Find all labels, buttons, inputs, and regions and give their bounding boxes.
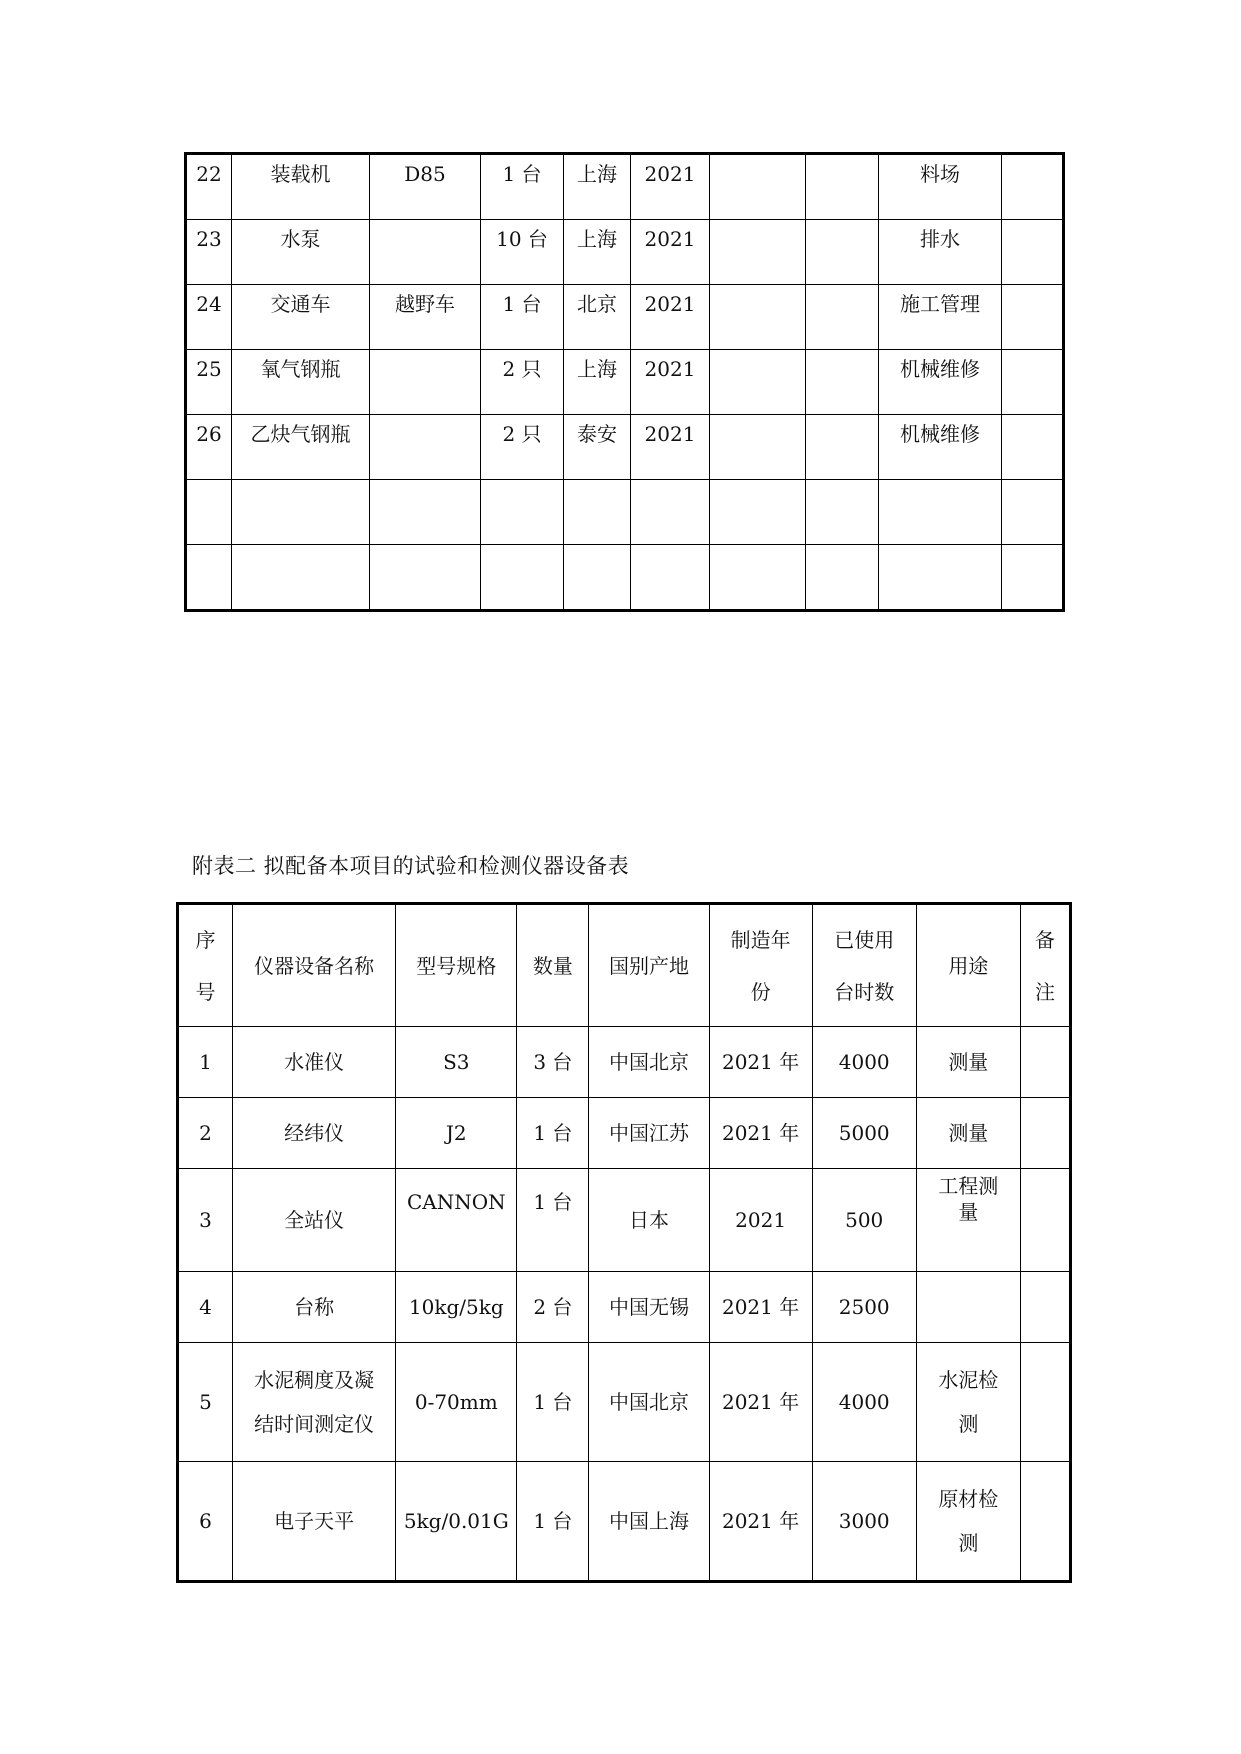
cell-seq: 3: [178, 1169, 233, 1272]
cell-note: [1020, 1272, 1070, 1343]
cell-seq: [186, 545, 232, 611]
cell-note: [1020, 1098, 1070, 1169]
cell-model: 10kg/5kg: [396, 1272, 517, 1343]
header-qty: 数量: [517, 904, 589, 1027]
cell-name: 经纬仪: [233, 1098, 396, 1169]
cell-blank-b: [806, 545, 879, 611]
header-note: 备 注: [1020, 904, 1070, 1027]
header-year: 制造年 份: [709, 904, 812, 1027]
cell-name: 电子天平: [233, 1462, 396, 1582]
cell-year: 2021: [631, 350, 710, 415]
cell-name: [232, 545, 370, 611]
instrument-table: [176, 902, 1072, 1583]
cell-hours: 4000: [812, 1343, 916, 1462]
cell-seq: 4: [178, 1272, 233, 1343]
cell-hours: 3000: [812, 1462, 916, 1582]
cell-year: 2021 年: [709, 1343, 812, 1462]
cell-name: 氧气钢瓶: [232, 350, 370, 415]
cell-year: [631, 545, 710, 611]
cell-seq: 26: [186, 415, 232, 480]
cell-model: [370, 480, 481, 545]
cell-use: 机械维修: [879, 350, 1002, 415]
cell-blank-b: [806, 415, 879, 480]
cell-qty: 2 台: [517, 1272, 589, 1343]
cell-model: 0-70mm: [396, 1343, 517, 1462]
cell-qty: 1 台: [517, 1462, 589, 1582]
cell-seq: 25: [186, 350, 232, 415]
cell-blank-b: [806, 285, 879, 350]
cell-qty: 1 台: [517, 1098, 589, 1169]
table-header-row: [178, 904, 1071, 1027]
table-caption: 附表二 拟配备本项目的试验和检测仪器设备表: [192, 854, 630, 878]
table-row: [178, 1027, 1071, 1098]
cell-origin: 日本: [589, 1169, 709, 1272]
table-row: [178, 1462, 1071, 1582]
cell-name: 水泥稠度及凝 结时间测定仪: [233, 1343, 396, 1462]
cell-blank-a: [710, 220, 806, 285]
cell-seq: [186, 480, 232, 545]
cell-name: 水泵: [232, 220, 370, 285]
cell-name: [232, 480, 370, 545]
cell-use: 工程测 量: [916, 1169, 1020, 1272]
cell-hours: 2500: [812, 1272, 916, 1343]
cell-use: 料场: [879, 154, 1002, 220]
cell-name: 乙炔气钢瓶: [232, 415, 370, 480]
header-seq: 序 号: [178, 904, 233, 1027]
cell-qty: 3 台: [517, 1027, 589, 1098]
header-origin: 国别产地: [589, 904, 709, 1027]
cell-note: [1002, 545, 1064, 611]
cell-hours: 5000: [812, 1098, 916, 1169]
cell-qty: 1 台: [517, 1169, 589, 1272]
cell-model: 5kg/0.01G: [396, 1462, 517, 1582]
cell-hours: 4000: [812, 1027, 916, 1098]
cell-seq: 24: [186, 285, 232, 350]
table-row: [178, 1272, 1071, 1343]
cell-year: 2021: [709, 1169, 812, 1272]
cell-origin: 上海: [564, 154, 631, 220]
cell-model: [370, 220, 481, 285]
cell-qty: 2 只: [481, 415, 564, 480]
table-row: [186, 545, 1064, 611]
cell-seq: 23: [186, 220, 232, 285]
cell-blank-a: [710, 545, 806, 611]
cell-use: 机械维修: [879, 415, 1002, 480]
cell-seq: 6: [178, 1462, 233, 1582]
cell-note: [1002, 480, 1064, 545]
cell-use: 原材检 测: [916, 1462, 1020, 1582]
cell-use: 测量: [916, 1098, 1020, 1169]
cell-qty: 10 台: [481, 220, 564, 285]
cell-blank-b: [806, 350, 879, 415]
cell-model: 越野车: [370, 285, 481, 350]
equipment-table-continued: [184, 152, 1065, 612]
cell-origin: 北京: [564, 285, 631, 350]
cell-model: [370, 350, 481, 415]
cell-qty: 1 台: [517, 1343, 589, 1462]
cell-use: 施工管理: [879, 285, 1002, 350]
cell-year: 2021: [631, 154, 710, 220]
table-row: [178, 1098, 1071, 1169]
cell-origin: 中国北京: [589, 1343, 709, 1462]
table-row: [186, 285, 1064, 350]
table-row: [186, 220, 1064, 285]
cell-blank-a: [710, 285, 806, 350]
cell-year: 2021: [631, 415, 710, 480]
cell-seq: 1: [178, 1027, 233, 1098]
cell-seq: 2: [178, 1098, 233, 1169]
table-row: [178, 1343, 1071, 1462]
cell-origin: [564, 480, 631, 545]
cell-origin: 上海: [564, 350, 631, 415]
header-name: 仪器设备名称: [233, 904, 396, 1027]
cell-year: 2021 年: [709, 1027, 812, 1098]
cell-note: [1002, 220, 1064, 285]
cell-model: [370, 415, 481, 480]
cell-use: 测量: [916, 1027, 1020, 1098]
cell-use: [879, 545, 1002, 611]
cell-name: 装载机: [232, 154, 370, 220]
cell-name: 全站仪: [233, 1169, 396, 1272]
cell-use: 排水: [879, 220, 1002, 285]
header-use: 用途: [916, 904, 1020, 1027]
cell-origin: [564, 545, 631, 611]
cell-model: D85: [370, 154, 481, 220]
cell-blank-a: [710, 350, 806, 415]
cell-origin: 中国无锡: [589, 1272, 709, 1343]
cell-origin: 上海: [564, 220, 631, 285]
cell-origin: 泰安: [564, 415, 631, 480]
cell-note: [1002, 350, 1064, 415]
cell-note: [1002, 285, 1064, 350]
cell-note: [1020, 1462, 1070, 1582]
cell-use: [879, 480, 1002, 545]
cell-qty: 2 只: [481, 350, 564, 415]
cell-model: J2: [396, 1098, 517, 1169]
cell-year: [631, 480, 710, 545]
cell-seq: 5: [178, 1343, 233, 1462]
cell-year: 2021 年: [709, 1462, 812, 1582]
table-row: [186, 415, 1064, 480]
cell-use: 水泥检 测: [916, 1343, 1020, 1462]
table-row: [186, 350, 1064, 415]
cell-qty: 1 台: [481, 285, 564, 350]
cell-note: [1002, 415, 1064, 480]
cell-year: 2021 年: [709, 1098, 812, 1169]
cell-origin: 中国北京: [589, 1027, 709, 1098]
cell-origin: 中国江苏: [589, 1098, 709, 1169]
cell-origin: 中国上海: [589, 1462, 709, 1582]
cell-blank-a: [710, 415, 806, 480]
cell-hours: 500: [812, 1169, 916, 1272]
cell-year: 2021 年: [709, 1272, 812, 1343]
cell-qty: [481, 545, 564, 611]
cell-blank-a: [710, 480, 806, 545]
cell-note: [1020, 1027, 1070, 1098]
table-row: [186, 154, 1064, 220]
header-model: 型号规格: [396, 904, 517, 1027]
cell-name: 交通车: [232, 285, 370, 350]
cell-qty: [481, 480, 564, 545]
table-row: [186, 480, 1064, 545]
cell-name: 水准仪: [233, 1027, 396, 1098]
cell-seq: 22: [186, 154, 232, 220]
cell-note: [1020, 1343, 1070, 1462]
cell-note: [1002, 154, 1064, 220]
cell-blank-a: [710, 154, 806, 220]
header-hours: 已使用 台时数: [812, 904, 916, 1027]
cell-note: [1020, 1169, 1070, 1272]
cell-year: 2021: [631, 285, 710, 350]
cell-blank-b: [806, 154, 879, 220]
cell-model: S3: [396, 1027, 517, 1098]
cell-use: [916, 1272, 1020, 1343]
cell-model: [370, 545, 481, 611]
cell-blank-b: [806, 480, 879, 545]
cell-qty: 1 台: [481, 154, 564, 220]
cell-model: CANNON: [396, 1169, 517, 1272]
cell-name: 台称: [233, 1272, 396, 1343]
cell-year: 2021: [631, 220, 710, 285]
cell-blank-b: [806, 220, 879, 285]
table-row: [178, 1169, 1071, 1272]
